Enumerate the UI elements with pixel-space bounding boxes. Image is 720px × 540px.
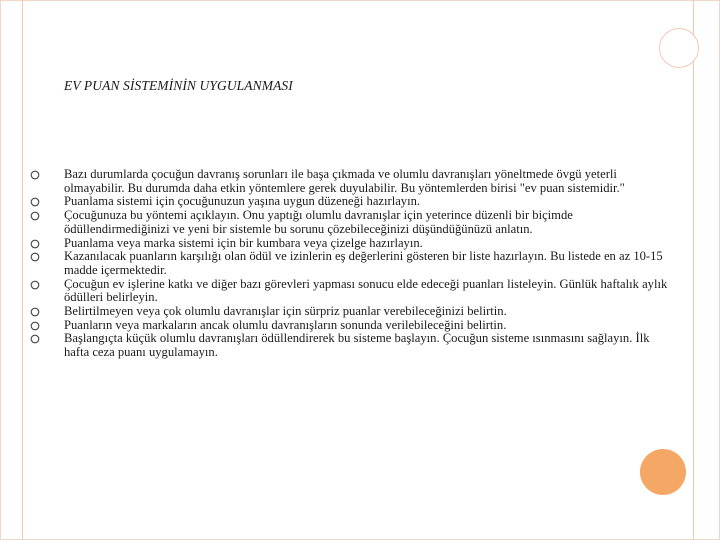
list-item-text: Kazanılacak puanların karşılığı olan ödül ve izinlerin eş değerlerini gösteren bir liste hazırlayın. Bu listede en az 10-15 madde içermektedir. <box>64 249 663 277</box>
hollow-circle-bullet-icon <box>30 334 40 344</box>
hollow-circle-bullet-icon <box>30 321 40 331</box>
hollow-circle-bullet-icon <box>30 307 40 317</box>
list-item-text: Puanlama veya marka sistemi için bir kumbara veya çizelge hazırlayın. <box>64 235 423 250</box>
hollow-circle-bullet-icon <box>30 211 40 221</box>
list-item <box>30 305 670 319</box>
hollow-circle-bullet-icon <box>30 239 40 249</box>
hollow-circle-bullet-icon <box>30 280 40 290</box>
list-item-text: Çocuğun ev işlerine katkı ve diğer bazı görevleri yapması sonucu elde edeceği puanları listeleyin. Günlük haftalık aylık ödülleri belirleyin. <box>64 276 668 305</box>
left-border-line <box>22 0 23 540</box>
list-item <box>30 332 670 359</box>
list-item-text: Belirtilmeyen veya çok olumlu davranışlar için sürpriz puanlar verebileceğinizi belirtin. <box>64 304 507 319</box>
right-border-line <box>693 0 694 540</box>
slide-title: EV PUAN SİSTEMİNİN UYGULANMASI <box>64 78 293 93</box>
list-item <box>30 237 670 251</box>
list-item <box>30 319 670 333</box>
hollow-circle-bullet-icon <box>30 197 40 207</box>
list-item <box>30 195 670 209</box>
list-item-text: Başlangıçta küçük olumlu davranışları ödüllendirerek bu sisteme başlayın. Çocuğun sisteme ısınmasını sağlayın. İlk hafta ceza puanı uygulamayın. <box>64 331 650 360</box>
list-item-text: Puanlama sistemi için çocuğunuzun yaşına uygun düzeneği hazırlayın. <box>64 194 421 209</box>
list-item-text: Bazı durumlarda çocuğun davranış sorunları ile başa çıkmada ve olumlu davranışları yöneltmede övgü yeterli olmayabilir. Bu durumda daha etkin yöntemlere gerek duyulabilir. Bu yöntemlerden birisi "ev puan sistemidir." <box>64 167 625 195</box>
list-item-text: Çocuğunuza bu yöntemi açıklayın. Onu yaptığı olumlu davranışlar için yeterince düzenli bir biçimde ödüllendirmediğinizi ve yeni bir sistemle bu sorunu çözebileceğinizi düşündüğünüzü anlatın. <box>64 208 573 236</box>
list-item <box>30 168 670 195</box>
list-item <box>30 278 670 305</box>
list-item <box>30 209 670 236</box>
hollow-circle-bullet-icon <box>30 170 40 180</box>
hollow-circle-bullet-icon <box>30 252 40 262</box>
bullet-list <box>30 168 670 360</box>
decorative-circle-outline <box>659 28 699 68</box>
list-item-text: Puanların veya markaların ancak olumlu davranışların sonunda verilebileceğini belirtin. <box>64 317 507 332</box>
decorative-circle-filled <box>640 449 686 495</box>
list-item <box>30 250 670 277</box>
